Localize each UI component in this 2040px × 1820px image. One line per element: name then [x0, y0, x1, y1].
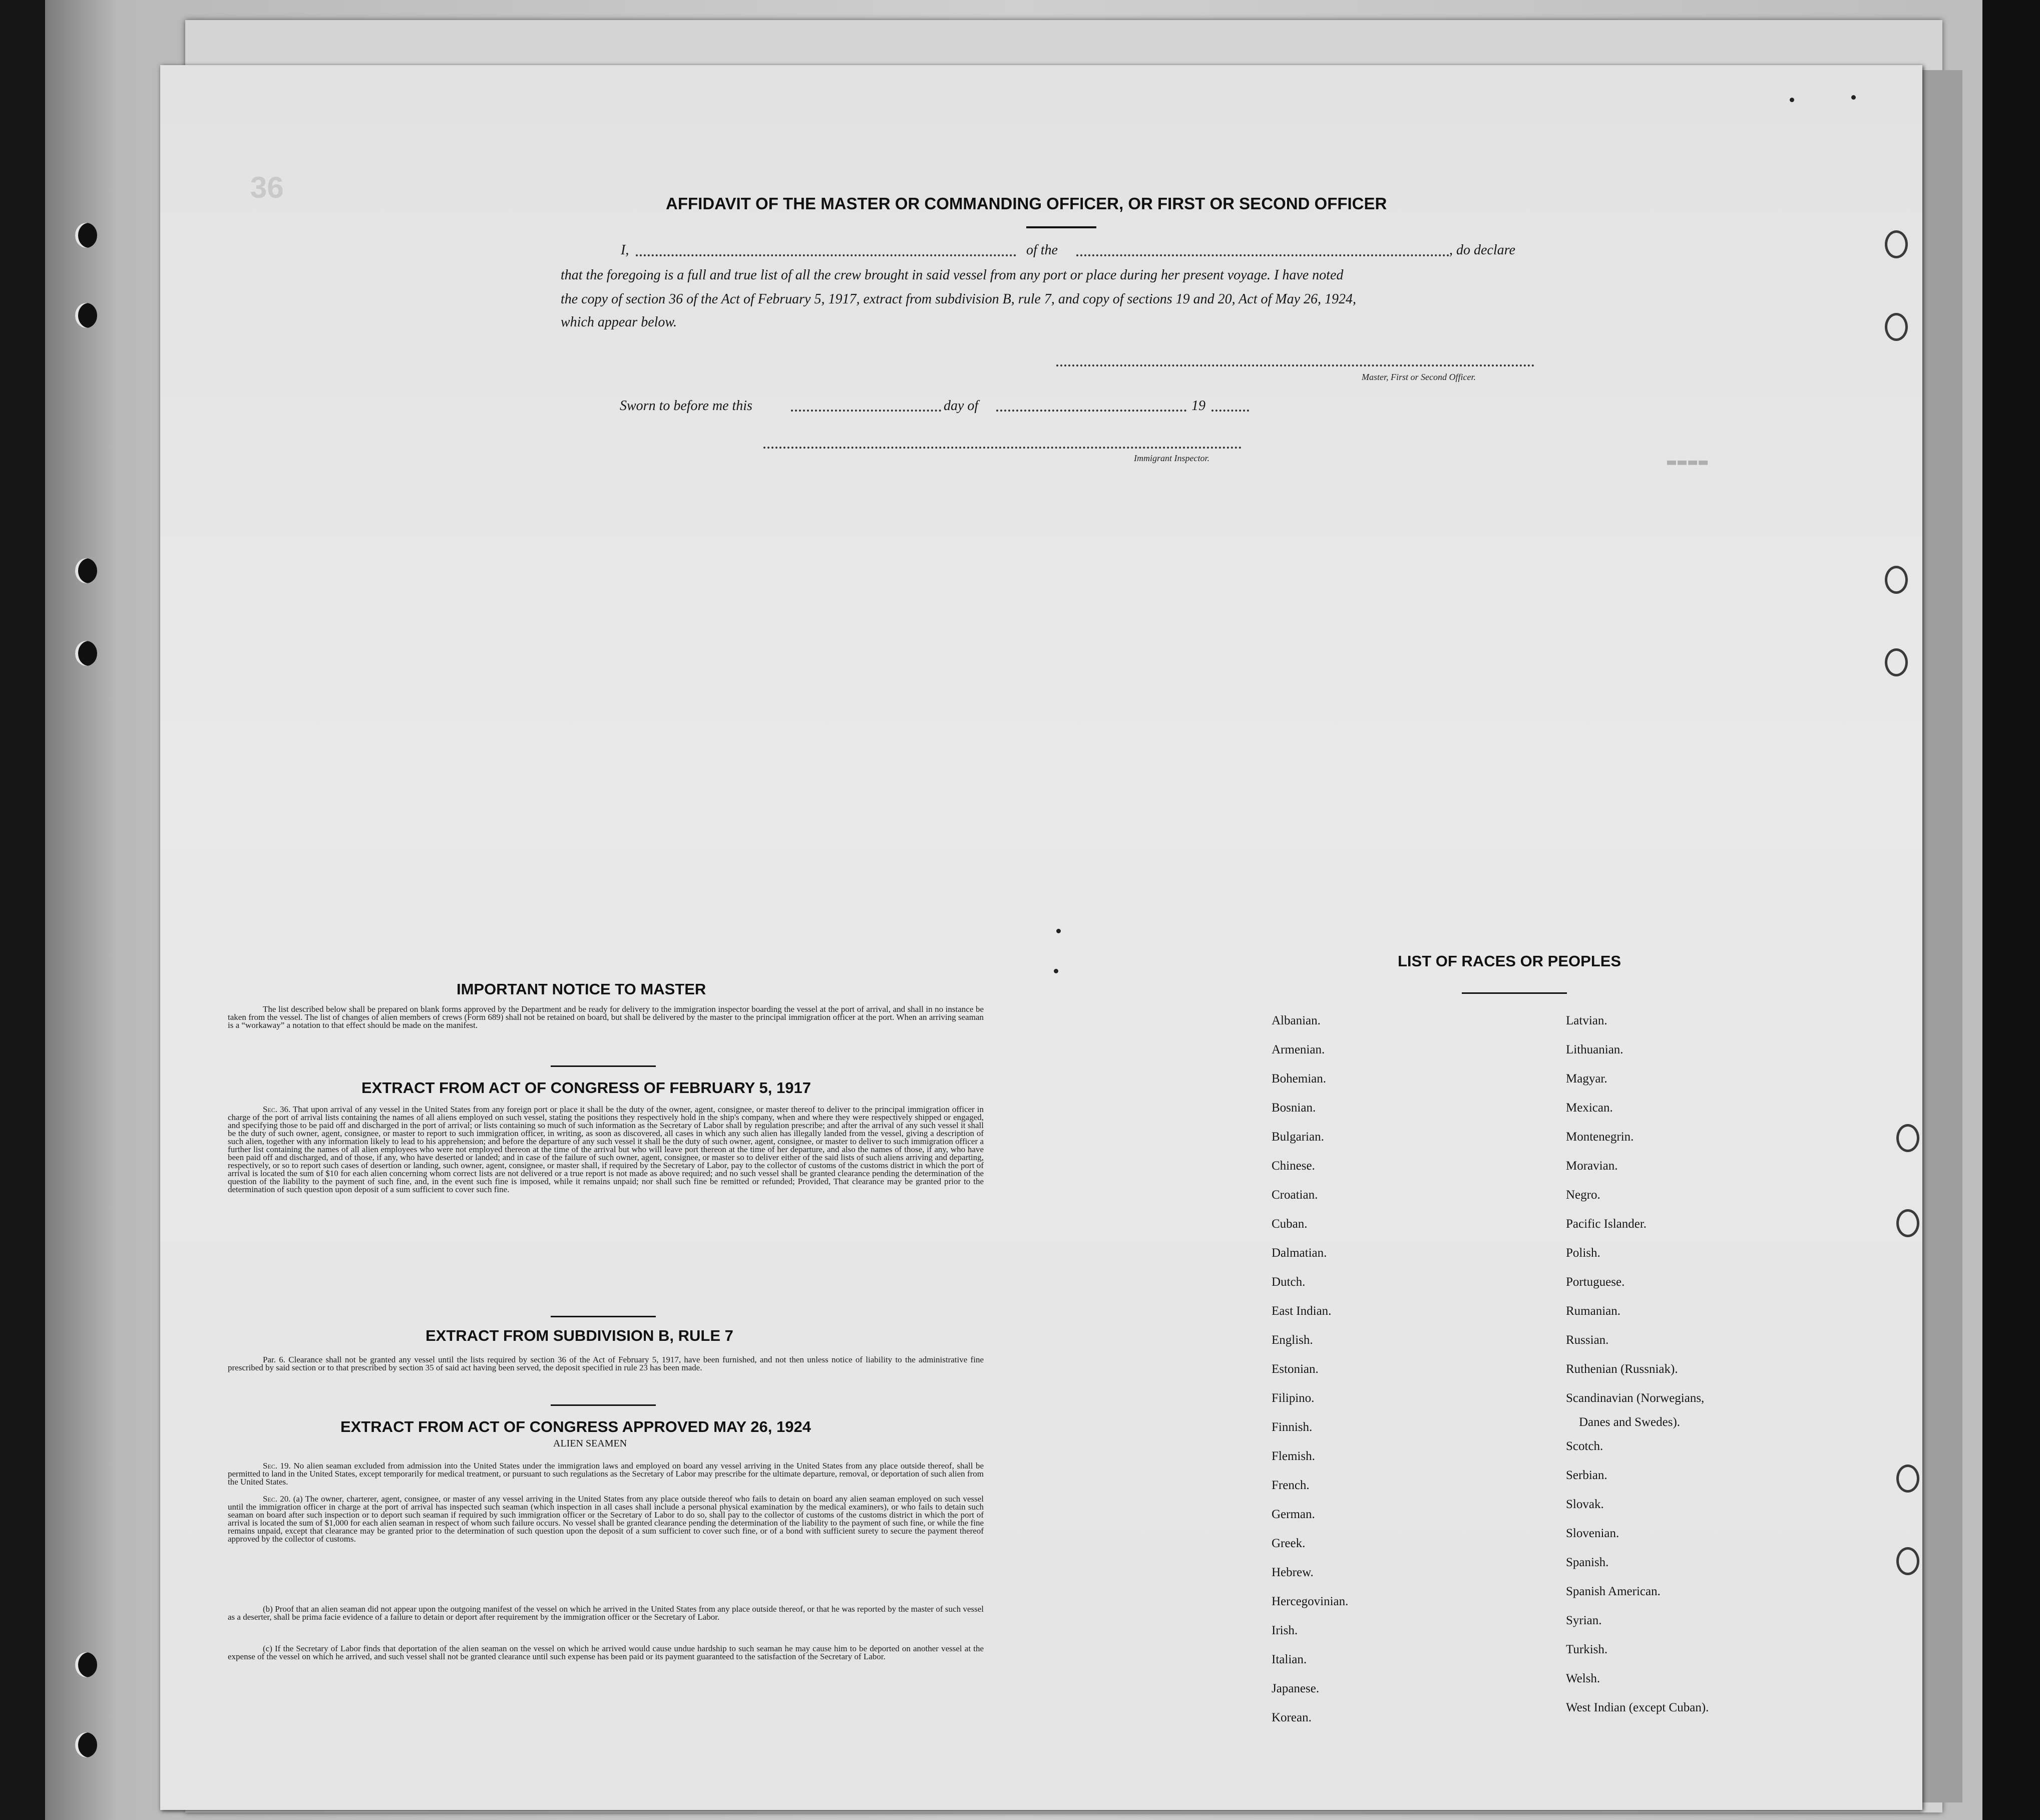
- race-item: Japanese.: [1272, 1682, 1320, 1695]
- race-item: Bulgarian.: [1272, 1130, 1324, 1144]
- ink-speck: [1056, 929, 1061, 933]
- master-signature-line: [1056, 365, 1534, 367]
- sworn-year: 19: [1191, 398, 1205, 414]
- sec-20a-body: (a) The owner, charterer, agent, consignee, or master of any vessel arriving in the United States from any place outside thereof who fails to detain on board any alien seaman employed on such vessel until the immigration officer in charge at the port of arrival has inspected such seaman (which inspection in all cases shall include a personal physical examination by the medical examiners), or who fails to detain such seaman on board after such inspection or to deport such seaman if required by such immigration officer or the Secretary of Labor to do so, shall pay to the collector of customs of the customs district in which the port of arrival is located the sum of $1,000 for each alien seaman in respect of whom such failure occurs. No vessel shall be granted clearance pending the determination of the liability to the payment of such fine, or while the fine remains unpaid, except that clearance may be granted prior to the determination of such question upon the deposit of a sum sufficient to cover such fine, or of a bond with sufficient surety to secure the payment thereof approved by the collector of customs.: [228, 1494, 984, 1544]
- page-number: 36: [250, 171, 284, 204]
- reinforcement-ring: [1885, 566, 1908, 594]
- ink-speck: [1054, 969, 1058, 973]
- race-item: Rumanian.: [1566, 1304, 1621, 1318]
- races-title-rule: [1462, 992, 1567, 994]
- race-item: Korean.: [1272, 1711, 1312, 1724]
- race-item: Welsh.: [1566, 1672, 1600, 1685]
- ink-speck: [1851, 95, 1856, 100]
- sec-20c-text: (c) If the Secretary of Labor finds that deportation of the alien seaman on the vessel on which he arrived would cause undue hardship to such seaman he may cause him to be deported on another vessel at the expense of the vessel on which he arrived, and such vessel shall not be granted clearance until such expense has been paid or its payment guaranteed to the satisfaction of the Secretary of Labor.: [228, 1644, 984, 1661]
- master-name-blank: [636, 254, 1016, 256]
- section-rule: [551, 1404, 656, 1406]
- race-item: Lithuanian.: [1566, 1043, 1623, 1056]
- race-item: Irish.: [1272, 1624, 1298, 1637]
- reinforcement-ring: [1896, 1124, 1919, 1152]
- reinforcement-ring: [1885, 230, 1908, 258]
- race-item: Pacific Islander.: [1566, 1217, 1647, 1231]
- race-item: Albanian.: [1272, 1014, 1321, 1027]
- race-item: Moravian.: [1566, 1159, 1618, 1173]
- section-rule: [551, 1065, 656, 1067]
- notice-text: The list described below shall be prepared on blank forms approved by the Department and be ready for delivery to the immigration inspector boarding the vessel at the port of arrival, and shall in no instance be taken from the vessel. The list of changes of alien members of crews (Form 689) shall not be retained on board, but shall be delivered by the master to the principal immigration officer at the port. When an arriving seaman is a “workaway” a notation to that effect should be made on the manifest.: [228, 1004, 984, 1030]
- ghost-mark: ▬▬▬▬: [1667, 453, 1710, 471]
- race-item: English.: [1272, 1333, 1313, 1347]
- affidavit-line-4: which appear below.: [561, 314, 677, 330]
- scan-left-edge: [0, 0, 45, 1820]
- race-item: Mexican.: [1566, 1101, 1613, 1115]
- act-1924-title: EXTRACT FROM ACT OF CONGRESS APPROVED MAY 26, 1924: [340, 1418, 811, 1435]
- sworn-prefix: Sworn to before me this: [620, 398, 752, 414]
- race-item: Magyar.: [1566, 1072, 1607, 1085]
- race-item: Italian.: [1272, 1653, 1307, 1666]
- affidavit-line-3: the copy of section 36 of the Act of February 5, 1917, extract from subdivision B, rule 7, and copy of sections 19 and 20, Act of May 26, 1924,: [561, 291, 1357, 307]
- race-item: Portuguese.: [1566, 1275, 1625, 1289]
- master-signature-caption: Master, First or Second Officer.: [1362, 372, 1476, 382]
- rule-7-text: Par. 6. Clearance shall not be granted any vessel until the lists required by section 36 of the Act of February 5, 1917, have been furnished, and not then unless notice of liability to the administrative fine prescribed by said section or to that prescribed by section 35 of said act having been served, the deposit specified in rule 23 has been made.: [228, 1355, 984, 1372]
- sec-19-label: Sec. 19.: [263, 1461, 291, 1471]
- section-rule: [551, 1316, 656, 1317]
- race-item: Russian.: [1566, 1333, 1609, 1347]
- sec-20-label: Sec. 20.: [263, 1494, 291, 1504]
- race-item: Montenegrin.: [1566, 1130, 1634, 1144]
- race-item: Armenian.: [1272, 1043, 1325, 1056]
- race-item: French.: [1272, 1479, 1310, 1492]
- affidavit-line-2: that the foregoing is a full and true list of all the crew brought in said vessel from any port or place during her present voyage. I have noted: [561, 267, 1344, 283]
- race-item: German.: [1272, 1508, 1315, 1521]
- inspector-signature-caption: Immigrant Inspector.: [1134, 453, 1209, 463]
- title-rule: [1026, 226, 1096, 228]
- race-item: Turkish.: [1566, 1643, 1608, 1656]
- vessel-name-blank: [1076, 254, 1449, 256]
- race-item: Spanish American.: [1566, 1585, 1661, 1598]
- binder-hole: [75, 558, 97, 583]
- race-item: Chinese.: [1272, 1159, 1315, 1173]
- binder-hole: [75, 303, 97, 328]
- race-item: Danes and Swedes).: [1579, 1415, 1681, 1429]
- race-item: West Indian (except Cuban).: [1566, 1701, 1709, 1714]
- reinforcement-ring: [1896, 1465, 1919, 1493]
- affidavit-form-sheet: [160, 65, 1922, 1810]
- sec-19-text: [228, 1462, 984, 1486]
- sec-19-body: No alien seaman excluded from admission into the United States under the immigration laws and employed on board any vessel arriving in the United States from any place outside thereof, shall be permitted to land in the United States, except temporarily for medical treatment, or pursuant to such regulations as the Secretary of Labor may prescribe for the ultimate departure, removal, or deportation of such alien from the United States.: [228, 1461, 984, 1487]
- race-item: Flemish.: [1272, 1449, 1315, 1463]
- binder-hole: [75, 223, 97, 248]
- race-item: Bohemian.: [1272, 1072, 1327, 1085]
- act-1917-text: [228, 1106, 984, 1194]
- race-item: Dalmatian.: [1272, 1246, 1327, 1260]
- reinforcement-ring: [1896, 1547, 1919, 1575]
- race-item: Polish.: [1566, 1246, 1600, 1260]
- race-item: Scotch.: [1566, 1439, 1603, 1453]
- affidavit-title: AFFIDAVIT OF THE MASTER OR COMMANDING OFFICER, OR FIRST OR SECOND OFFICER: [666, 194, 1387, 213]
- race-item: Croatian.: [1272, 1188, 1318, 1202]
- race-item: Syrian.: [1566, 1614, 1602, 1627]
- sec-20b-text: (b) Proof that an alien seaman did not appear upon the outgoing manifest of the vessel on which he arrived in the United States from any place outside thereof, or that he was reported by the master of such vessel as a deserter, shall be prima facie evidence of a failure to detain or deport after requirement by the immigration officer or the Secretary of Labor.: [228, 1604, 984, 1622]
- sec-20a-text: [228, 1495, 984, 1543]
- race-item: East Indian.: [1272, 1304, 1332, 1318]
- sworn-day-blank: [791, 410, 941, 412]
- sworn-day-of: day of: [944, 398, 979, 414]
- binder-hole: [75, 1652, 97, 1677]
- sworn-month-blank: [996, 410, 1186, 412]
- notice-title: IMPORTANT NOTICE TO MASTER: [457, 980, 706, 998]
- reinforcement-ring: [1885, 313, 1908, 341]
- sec-36-body: That upon arrival of any vessel in the United States from any foreign port or place it shall be the duty of the owner, agent, consignee, or master thereof to deliver to the principal immigration officer in charge of the port of arrival lists containing the names of all aliens employed on such vessel, stating the positions they respectively hold in the ship's company, when and where they were respectively shipped or engaged, and specifying those to be paid off and discharged in the port of arrival; or lists containing so much of such information as the Secretary of Labor shall by regulation prescribe; and after the arrival of any such vessel it shall be the duty of such owner, agent, consignee, or master to report to such immigration officer, in writing, as soon as discovered, all cases in which any such alien has illegally landed from the vessel, giving a description of such alien, together with any information likely to lead to his apprehension; and before the departure of any such vessel it shall be the duty of such owner, agent, consignee, or master to deliver to such immigration officer a further list containing the names of all alien employees who were not employed thereon at the time of the arrival but who will leave port thereon at the time of her departure, and also the names of those, if any, who have been paid off and discharged, and of those, if any, who have deserted or landed; and in case of the failure of such owner, agent, consignee, or master so to deliver either of the said lists of such aliens arriving and departing, respectively, or so to report such cases of desertion or landing, such owner, agent, consignee, or master shall, if required by the Secretary of Labor, pay to the collector of customs of the customs district in which the port of arrival is located the sum of $10 for each alien concerning whom correct lists are not delivered or a true report is not made as above required; and no such vessel shall be granted clearance pending the determination of the question of the liability to the payment of such fine, and, in the event such fine is imposed, while it remains unpaid; nor shall such fine be remitted or refunded; Provided, That clearance may be granted prior to the determination of such question upon deposit of a sum sufficient to cover such fine.: [228, 1105, 984, 1194]
- race-item: Cuban.: [1272, 1217, 1308, 1231]
- scan-right-edge: [1982, 0, 2040, 1820]
- binder-hole: [75, 641, 97, 666]
- reinforcement-ring: [1896, 1209, 1919, 1237]
- affidavit-line-1-suffix: , do declare: [1449, 242, 1515, 258]
- race-item: Latvian.: [1566, 1014, 1607, 1027]
- race-item: Estonian.: [1272, 1362, 1319, 1376]
- races-title: LIST OF RACES OR PEOPLES: [1398, 952, 1621, 970]
- race-item: Ruthenian (Russniak).: [1566, 1362, 1678, 1376]
- race-item: Hebrew.: [1272, 1566, 1314, 1579]
- race-item: Bosnian.: [1272, 1101, 1316, 1115]
- sworn-year-blank: [1211, 410, 1249, 412]
- affidavit-line-1-prefix: I,: [621, 242, 629, 258]
- act-1924-subtitle: ALIEN SEAMEN: [553, 1438, 627, 1449]
- race-item: Spanish.: [1566, 1556, 1609, 1569]
- inspector-signature-line: [763, 447, 1242, 449]
- race-item: Dutch.: [1272, 1275, 1306, 1289]
- race-item: Serbian.: [1566, 1469, 1607, 1482]
- sec-36-label: Sec. 36.: [263, 1105, 291, 1114]
- reinforcement-ring: [1885, 648, 1908, 676]
- race-item: Scandinavian (Norwegians,: [1566, 1391, 1705, 1405]
- race-item: Hercegovinian.: [1272, 1595, 1349, 1608]
- ink-speck: [1790, 98, 1794, 102]
- act-1917-title: EXTRACT FROM ACT OF CONGRESS OF FEBRUARY 5, 1917: [361, 1079, 811, 1097]
- race-item: Greek.: [1272, 1537, 1306, 1550]
- race-item: Negro.: [1566, 1188, 1600, 1202]
- race-item: Slovak.: [1566, 1498, 1604, 1511]
- rule-7-title: EXTRACT FROM SUBDIVISION B, RULE 7: [426, 1327, 733, 1344]
- race-item: Filipino.: [1272, 1391, 1315, 1405]
- race-item: Slovenian.: [1566, 1527, 1619, 1540]
- race-item: Finnish.: [1272, 1420, 1313, 1434]
- affidavit-line-1-mid: of the: [1026, 242, 1058, 258]
- binder-hole: [75, 1732, 97, 1757]
